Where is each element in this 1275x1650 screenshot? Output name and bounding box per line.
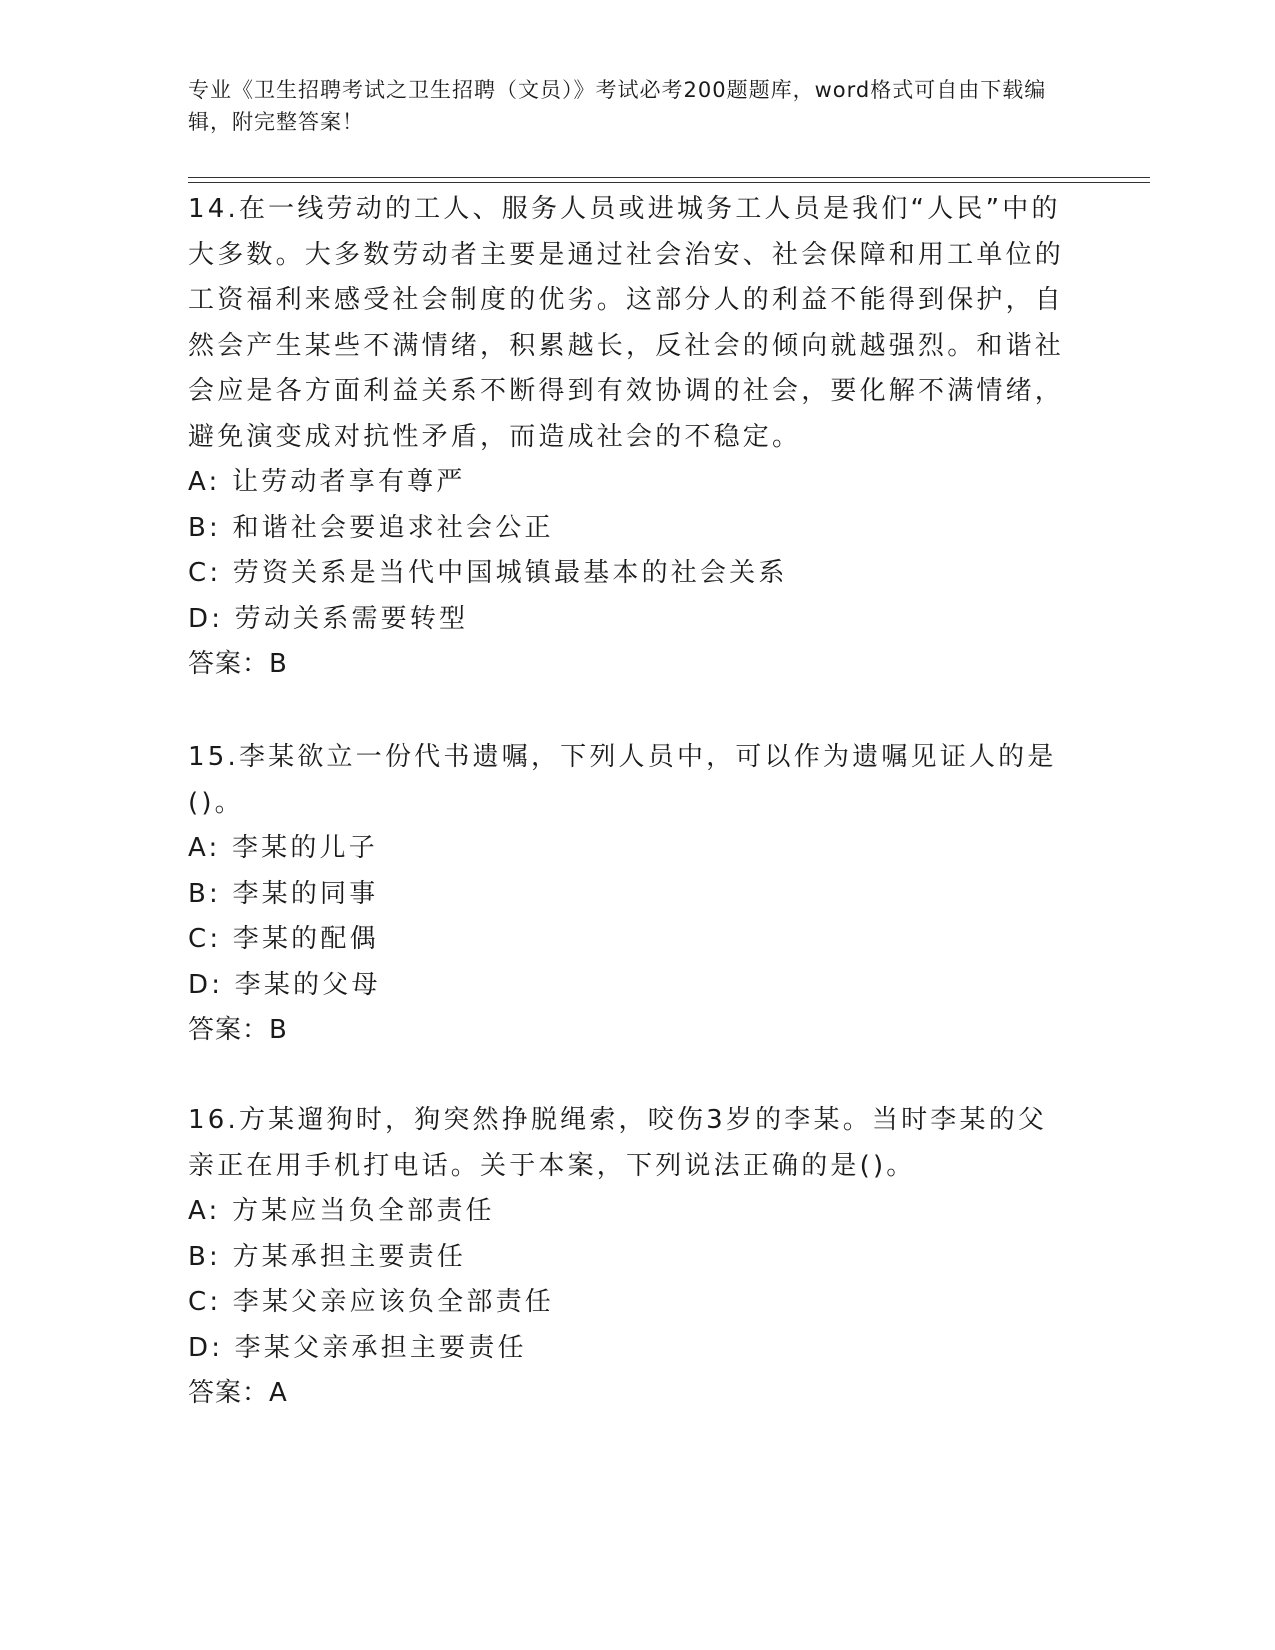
document-header: 专业《卫生招聘考试之卫生招聘（文员）》考试必考200题题库，word格式可自由下载编辑，附完整答案！: [188, 78, 1047, 134]
option-c: C: 李某的配偶: [188, 924, 379, 954]
option-d: D: 劳动关系需要转型: [188, 603, 469, 634]
option-a: A: 李某的儿子: [188, 833, 378, 863]
answer-line: 答案：A: [188, 1378, 288, 1408]
option-a: A: 方某应当负全部责任: [188, 1196, 495, 1226]
question-stem: 16.方某遛狗时，狗突然挣脱绳索，咬伤3岁的李某。当时李某的父亲正在用手机打电话。关于本案，下列说法正确的是()。: [188, 1105, 1048, 1181]
option-b: B: 方某承担主要责任: [188, 1241, 467, 1272]
option-d: D: 李某的父母: [188, 969, 381, 1000]
header-divider-top: [188, 177, 1150, 178]
answer-line: 答案：B: [188, 1015, 288, 1045]
option-c: C: 李某父亲应该负全部责任: [188, 1287, 554, 1317]
option-c: C: 劳资关系是当代中国城镇最基本的社会关系: [188, 558, 788, 588]
option-d: D: 李某父亲承担主要责任: [188, 1332, 527, 1363]
answer-line: 答案：B: [188, 649, 288, 679]
option-a: A: 让劳动者享有尊严: [188, 467, 466, 497]
question-stem: 15.李某欲立一份代书遗嘱，下列人员中，可以作为遗嘱见证人的是()。: [188, 742, 1057, 818]
option-b: B: 和谐社会要追求社会公正: [188, 512, 554, 543]
question-stem: 14.在一线劳动的工人、服务人员或进城务工人员是我们“人民”中的大多数。大多数劳动者主要是通过社会治安、社会保障和用工单位的工资福利来感受社会制度的优劣。这部分人的利益不能得到保护，自然会产生某些不满情绪，积累越长，反社会的倾向就越强烈。和谐社会应是各方面利益关系不断得到有效协调的社会，要化解不满情绪，避免演变成对抗性矛盾，而造成社会的不稳定。: [188, 194, 1065, 452]
question-16: [188, 1098, 1068, 1417]
header-divider-bottom: [188, 182, 1150, 183]
option-b: B: 李某的同事: [188, 878, 379, 909]
question-14: [188, 187, 1068, 688]
question-15: [188, 735, 1068, 1054]
